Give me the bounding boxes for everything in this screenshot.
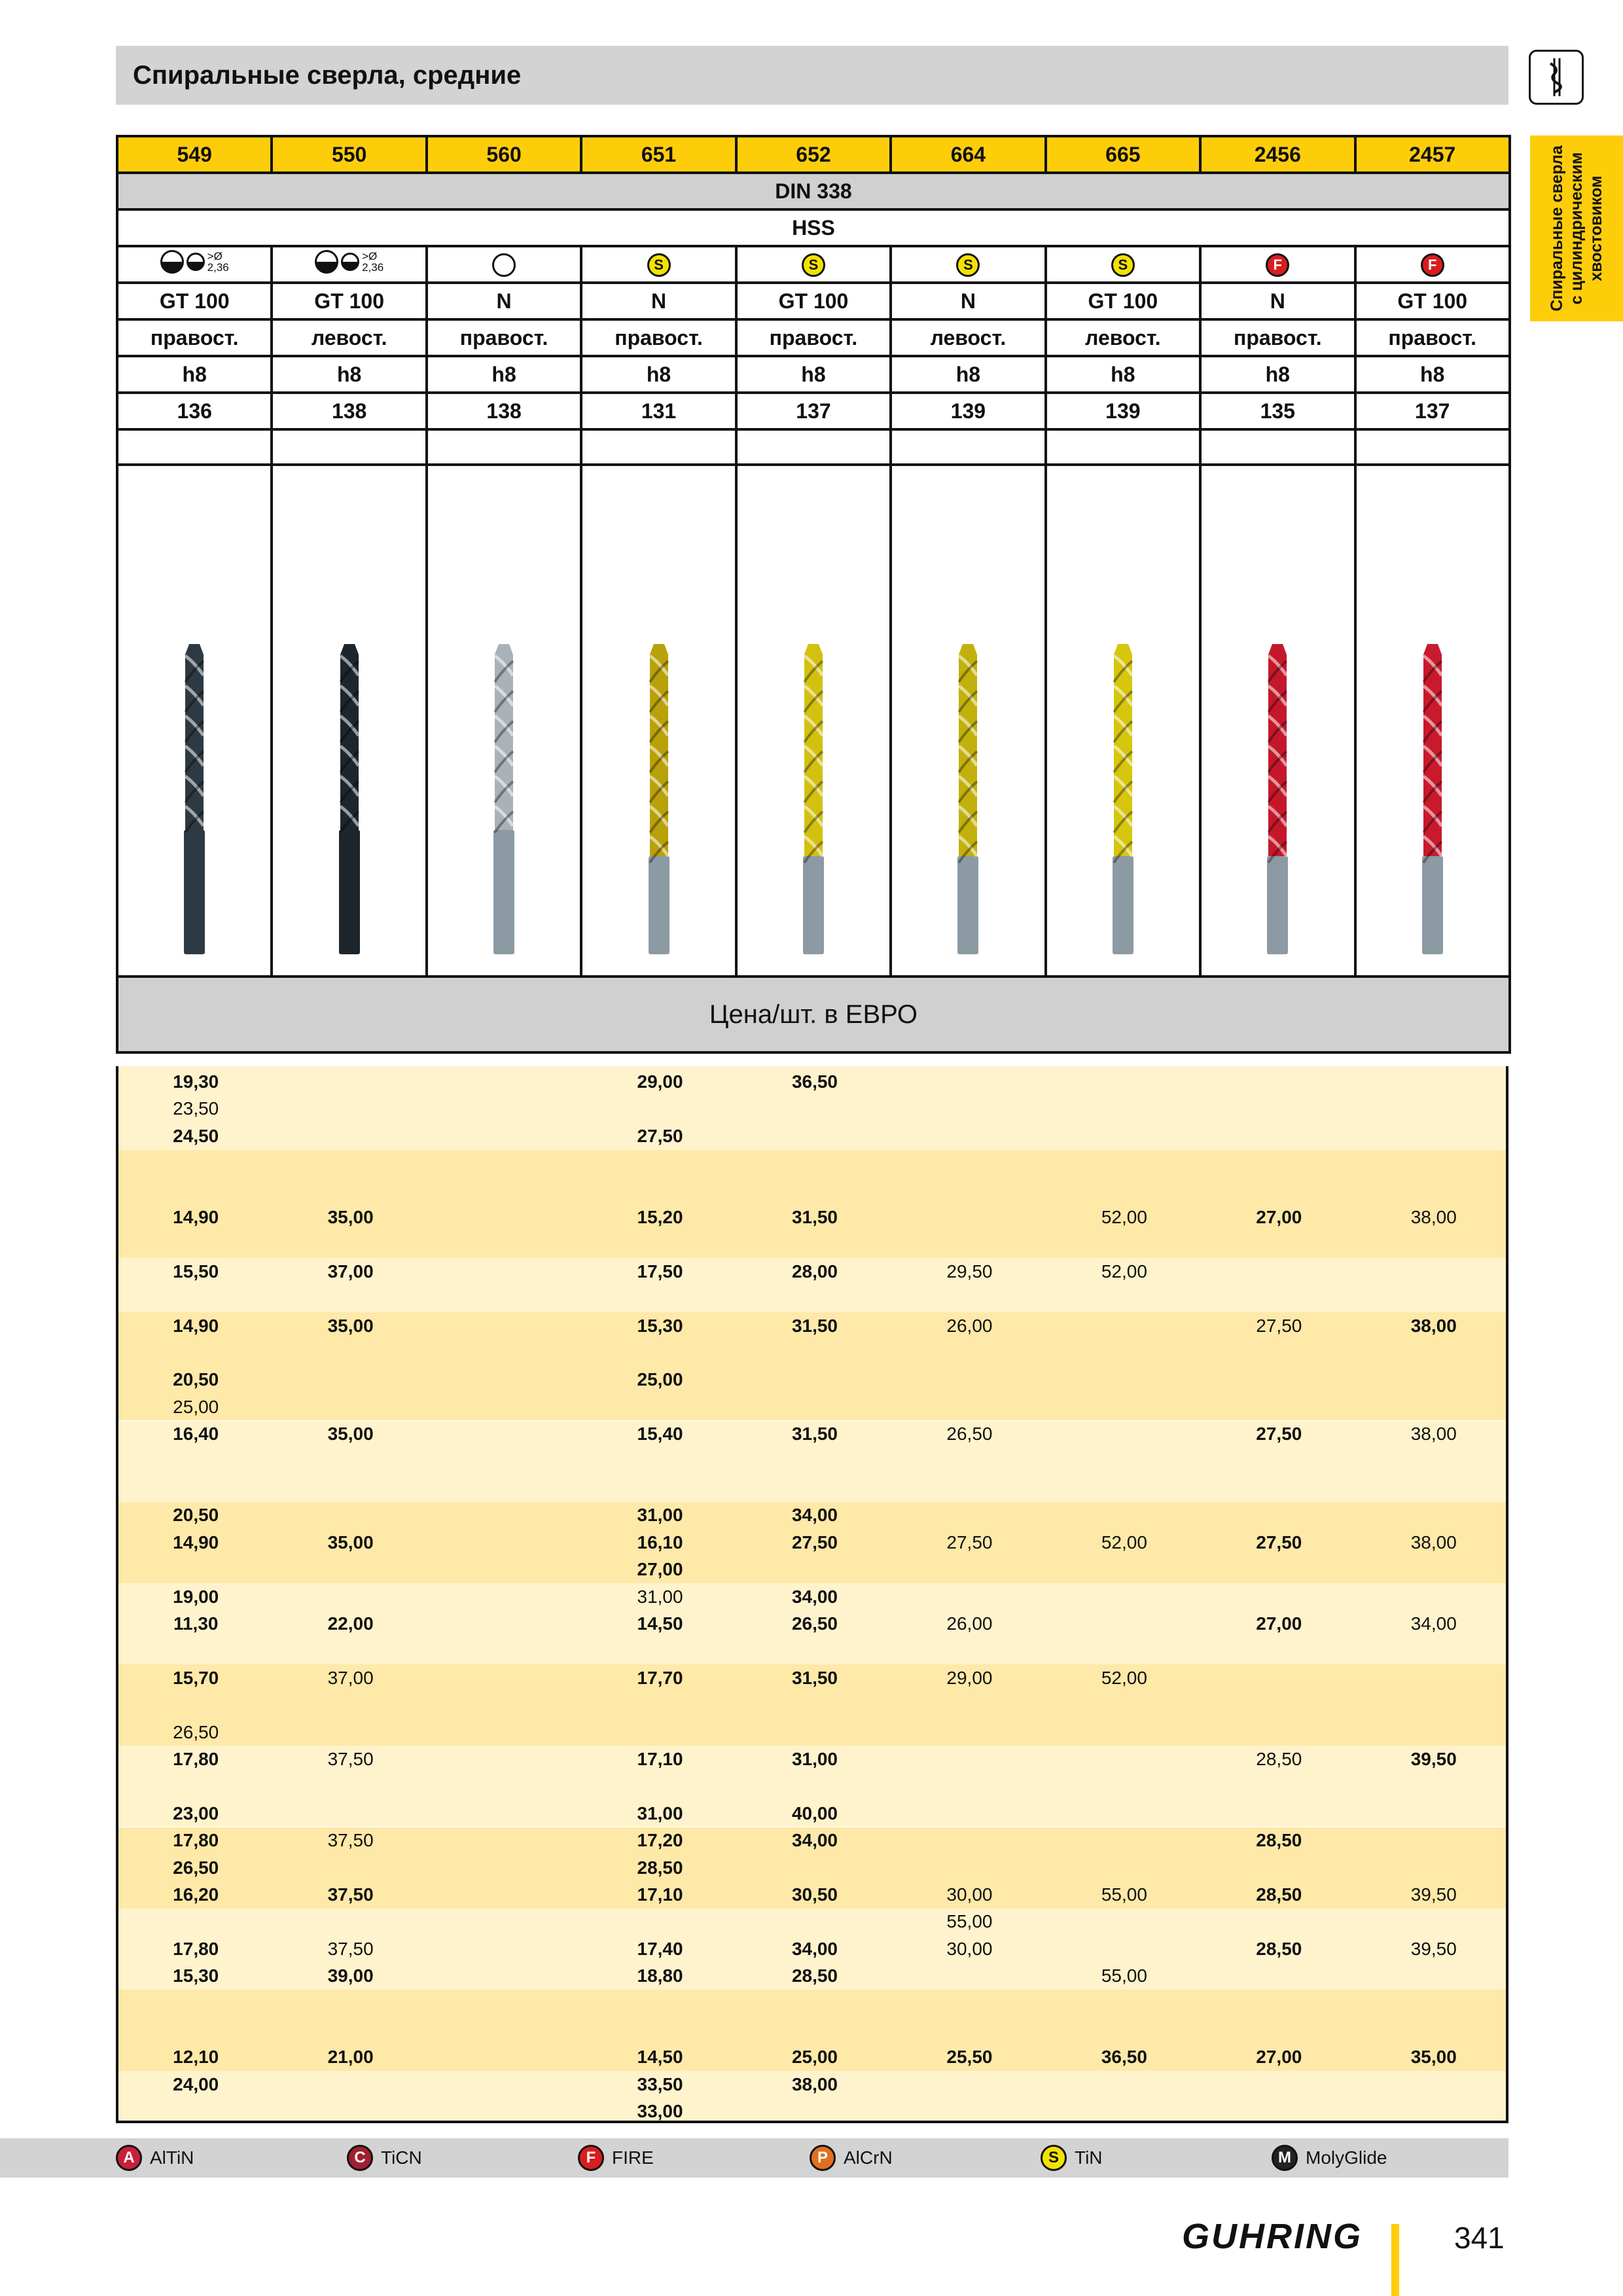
price-value: 14,50 <box>637 1613 683 1634</box>
drill-image-cell <box>427 465 581 977</box>
price-value: 27,50 <box>946 1532 993 1552</box>
drill-image-cell <box>272 465 426 977</box>
price-value: 27,50 <box>1256 1532 1302 1552</box>
price-value: 28,50 <box>1256 1830 1302 1851</box>
article-code: 2457 <box>1355 136 1510 173</box>
coating-symbol-group <box>160 250 229 274</box>
page-number: 341 <box>1454 2221 1505 2255</box>
price-header-row <box>117 977 1510 1052</box>
price-value: 25,00 <box>637 1369 683 1390</box>
direction-cell: правост. <box>1355 319 1510 356</box>
blank-cell <box>272 429 426 465</box>
direction-cell: правост. <box>1200 319 1355 356</box>
price-value: 31,50 <box>791 1667 838 1688</box>
direction-cell: левост. <box>272 319 426 356</box>
price-value: 23,50 <box>173 1098 219 1119</box>
coating-legend <box>0 2138 1508 2178</box>
direction-cell: правост. <box>736 319 891 356</box>
price-value: 17,50 <box>637 1261 683 1282</box>
price-value: 38,00 <box>1410 1315 1457 1336</box>
price-value: 35,00 <box>327 1315 374 1336</box>
price-value: 40,00 <box>791 1803 838 1823</box>
coating-cell <box>1355 246 1510 283</box>
price-value: 34,00 <box>791 1505 838 1526</box>
tolerance-row <box>117 356 1510 393</box>
tolerance-cell: h8 <box>581 356 736 393</box>
drill-image <box>175 640 214 954</box>
price-value: 14,90 <box>173 1207 219 1227</box>
price-value: 30,50 <box>791 1884 838 1905</box>
price-value: 35,00 <box>327 1207 374 1227</box>
material-cell: HSS <box>117 209 1510 246</box>
blank-row <box>117 429 1510 465</box>
price-value: 11,30 <box>173 1613 219 1634</box>
price-value: 35,00 <box>327 1424 374 1444</box>
article-code: 652 <box>736 136 891 173</box>
price-value: 16,10 <box>637 1532 683 1552</box>
tolerance-cell: h8 <box>117 356 272 393</box>
price-value: 34,00 <box>791 1586 838 1607</box>
drill-image <box>1413 640 1452 954</box>
tin-coating-icon: S <box>802 253 825 277</box>
price-value: 26,50 <box>173 1721 219 1742</box>
section-tab-line2: с цилиндрическим <box>1567 152 1586 305</box>
price-value: 27,00 <box>637 1559 683 1580</box>
drill-image <box>794 640 833 954</box>
geometry-cell: GT 100 <box>1355 283 1510 319</box>
price-value: 15,30 <box>637 1315 683 1336</box>
article-code: 651 <box>581 136 736 173</box>
price-value: 37,50 <box>327 1938 374 1959</box>
geometry-row <box>117 283 1510 319</box>
drill-image <box>1258 640 1297 954</box>
price-value: 35,00 <box>327 1532 374 1552</box>
price-value: 29,00 <box>946 1667 993 1688</box>
drill-image-row <box>117 465 1510 977</box>
price-value: 15,20 <box>637 1207 683 1227</box>
price-value: 16,20 <box>173 1884 219 1905</box>
reference-page-cell: 136 <box>117 393 272 429</box>
price-header: Цена/шт. в ЕВРО <box>117 977 1510 1052</box>
price-value: 37,00 <box>327 1667 374 1688</box>
price-value: 52,00 <box>1101 1207 1147 1227</box>
article-code: 550 <box>272 136 426 173</box>
molyglide-coating-icon: M <box>1272 2145 1298 2171</box>
geometry-cell: GT 100 <box>736 283 891 319</box>
price-value: 20,50 <box>173 1505 219 1526</box>
direction-row <box>117 319 1510 356</box>
price-value: 35,00 <box>1410 2047 1457 2068</box>
coating-cell <box>117 246 272 283</box>
legend-item <box>1272 2145 1387 2171</box>
price-value: 28,50 <box>637 1857 683 1878</box>
price-value: 18,80 <box>637 1965 683 1986</box>
drill-image-cell <box>117 465 272 977</box>
tolerance-cell: h8 <box>1046 356 1200 393</box>
reference-page-cell: 137 <box>736 393 891 429</box>
price-value: 19,30 <box>173 1071 219 1092</box>
drill-image-cell <box>581 465 736 977</box>
article-code: 549 <box>117 136 272 173</box>
price-value: 14,50 <box>637 2047 683 2068</box>
tin-coating-icon: S <box>647 253 671 277</box>
price-value: 39,00 <box>327 1965 374 1986</box>
fire-coating-icon: F <box>578 2145 604 2171</box>
drill-symbol-icon <box>1529 50 1584 105</box>
price-value: 34,00 <box>791 1938 838 1959</box>
price-value: 39,50 <box>1410 1749 1457 1769</box>
price-value: 31,00 <box>637 1803 683 1823</box>
drill-image <box>948 640 988 954</box>
drill-image-cell <box>891 465 1045 977</box>
price-value: 24,50 <box>173 1125 219 1146</box>
tin-coating-icon: S <box>956 253 980 277</box>
price-value: 28,50 <box>1256 1884 1302 1905</box>
price-value: 29,50 <box>946 1261 993 1282</box>
diameter-note-symbol: >Ø <box>362 250 378 262</box>
price-value: 26,00 <box>946 1613 993 1634</box>
price-value: 27,50 <box>791 1532 838 1552</box>
drill-image <box>484 640 524 954</box>
price-value: 26,50 <box>173 1857 219 1878</box>
geometry-cell: GT 100 <box>1046 283 1200 319</box>
blank-cell <box>1355 429 1510 465</box>
price-value: 34,00 <box>791 1830 838 1851</box>
drill-image-cell <box>1046 465 1200 977</box>
price-value: 26,50 <box>946 1424 993 1444</box>
drill-image <box>330 640 369 954</box>
price-value: 26,50 <box>791 1613 838 1634</box>
diameter-note-symbol: >Ø <box>207 250 223 262</box>
price-value: 15,50 <box>173 1261 219 1282</box>
price-value: 15,70 <box>173 1667 219 1688</box>
legend-item <box>578 2145 654 2171</box>
geometry-cell: N <box>427 283 581 319</box>
article-code: 560 <box>427 136 581 173</box>
price-value: 55,00 <box>1101 1965 1147 1986</box>
price-value: 52,00 <box>1101 1532 1147 1552</box>
price-value: 14,90 <box>173 1532 219 1552</box>
blank-cell <box>1046 429 1200 465</box>
steam-treated-small-icon <box>341 253 359 271</box>
article-code: 664 <box>891 136 1045 173</box>
coating-row <box>117 246 1510 283</box>
legend-label: FIRE <box>612 2147 654 2168</box>
legend-label: TiCN <box>381 2147 422 2168</box>
diameter-note-value: 2,36 <box>207 261 229 274</box>
price-value: 25,00 <box>173 1396 219 1417</box>
price-value: 25,50 <box>946 2047 993 2068</box>
drill-image <box>1103 640 1143 954</box>
price-value: 31,50 <box>791 1315 838 1336</box>
price-value: 38,00 <box>791 2073 838 2094</box>
section-tab-line1: Спиральные сверла <box>1548 145 1566 312</box>
legend-label: AlCrN <box>844 2147 893 2168</box>
reference-page-cell: 137 <box>1355 393 1510 429</box>
legend-label: TiN <box>1075 2147 1103 2168</box>
article-code: 665 <box>1046 136 1200 173</box>
legend-item <box>1041 2145 1103 2171</box>
coating-cell <box>427 246 581 283</box>
price-value: 27,00 <box>1256 1207 1302 1227</box>
price-value: 31,00 <box>637 1586 683 1607</box>
page-title: Спиральные сверла, средние <box>116 46 1508 105</box>
geometry-cell: N <box>1200 283 1355 319</box>
geometry-cell: GT 100 <box>117 283 272 319</box>
price-value: 15,40 <box>637 1424 683 1444</box>
standard-cell: DIN 338 <box>117 173 1510 209</box>
tin-coating-icon: S <box>1111 253 1135 277</box>
price-value: 38,00 <box>1410 1532 1457 1552</box>
article-code-row <box>117 136 1510 173</box>
price-value: 17,10 <box>637 1884 683 1905</box>
spec-table <box>116 135 1511 1054</box>
price-value: 17,40 <box>637 1938 683 1959</box>
blank-cell <box>1200 429 1355 465</box>
price-value: 27,50 <box>637 1125 683 1146</box>
reference-page-cell: 138 <box>272 393 426 429</box>
blank-cell <box>581 429 736 465</box>
diameter-note <box>362 251 383 273</box>
price-value: 27,00 <box>1256 1613 1302 1634</box>
fire-coating-icon: F <box>1421 253 1444 277</box>
tolerance-cell: h8 <box>891 356 1045 393</box>
price-value: 30,00 <box>946 1938 993 1959</box>
price-value: 55,00 <box>1101 1884 1147 1905</box>
drill-image <box>639 640 679 954</box>
direction-cell: левост. <box>1046 319 1200 356</box>
drill-image-cell <box>1355 465 1510 977</box>
price-value: 33,00 <box>637 2101 683 2122</box>
price-value: 52,00 <box>1101 1667 1147 1688</box>
steam-treated-icon <box>315 250 338 274</box>
price-value: 27,50 <box>1256 1424 1302 1444</box>
blank-cell <box>427 429 581 465</box>
price-value: 27,00 <box>1256 2047 1302 2068</box>
blank-cell <box>891 429 1045 465</box>
section-tab-line3: хвостовиком <box>1587 175 1605 281</box>
geometry-cell: GT 100 <box>272 283 426 319</box>
section-tab <box>1530 135 1623 321</box>
coating-cell <box>1046 246 1200 283</box>
price-value: 28,50 <box>791 1965 838 1986</box>
tolerance-cell: h8 <box>427 356 581 393</box>
price-value: 55,00 <box>946 1911 993 1932</box>
price-value: 17,80 <box>173 1830 219 1851</box>
price-value: 37,50 <box>327 1830 374 1851</box>
price-value: 17,80 <box>173 1938 219 1959</box>
tolerance-cell: h8 <box>272 356 426 393</box>
blank-cell <box>117 429 272 465</box>
price-value: 28,00 <box>791 1261 838 1282</box>
tin-coating-icon: S <box>1041 2145 1067 2171</box>
reference-page-row <box>117 393 1510 429</box>
coating-cell <box>272 246 426 283</box>
price-value: 31,00 <box>637 1505 683 1526</box>
blank-cell <box>736 429 891 465</box>
price-value: 37,50 <box>327 1884 374 1905</box>
price-value: 21,00 <box>327 2047 374 2068</box>
reference-page-cell: 138 <box>427 393 581 429</box>
coating-cell <box>736 246 891 283</box>
brand-logo: GUHRING <box>1182 2217 1363 2256</box>
legend-label: AlTiN <box>150 2147 194 2168</box>
direction-cell: левост. <box>891 319 1045 356</box>
article-code: 2456 <box>1200 136 1355 173</box>
price-value: 38,00 <box>1410 1424 1457 1444</box>
bright-finish-icon <box>492 253 516 277</box>
price-value: 23,00 <box>173 1803 219 1823</box>
price-table <box>116 1066 1508 2123</box>
price-value: 30,00 <box>946 1884 993 1905</box>
price-value: 37,50 <box>327 1749 374 1769</box>
price-value: 27,50 <box>1256 1315 1302 1336</box>
price-value: 17,20 <box>637 1830 683 1851</box>
altin-coating-icon: A <box>116 2145 142 2171</box>
price-value: 17,80 <box>173 1749 219 1769</box>
price-value: 37,00 <box>327 1261 374 1282</box>
reference-page-cell: 131 <box>581 393 736 429</box>
ticn-coating-icon: C <box>347 2145 373 2171</box>
price-value: 28,50 <box>1256 1749 1302 1769</box>
price-value: 17,70 <box>637 1667 683 1688</box>
steam-treated-small-icon <box>187 253 205 271</box>
direction-cell: правост. <box>427 319 581 356</box>
price-value: 19,00 <box>173 1586 219 1607</box>
price-value: 31,50 <box>791 1207 838 1227</box>
tolerance-cell: h8 <box>1355 356 1510 393</box>
diameter-note-value: 2,36 <box>362 261 384 274</box>
legend-item <box>347 2145 422 2171</box>
price-value: 36,50 <box>791 1071 838 1092</box>
fire-coating-icon: F <box>1266 253 1289 277</box>
coating-symbol-group <box>315 250 383 274</box>
price-value: 31,50 <box>791 1424 838 1444</box>
footer-divider <box>1391 2224 1399 2296</box>
price-value: 22,00 <box>327 1613 374 1634</box>
price-value: 31,00 <box>791 1749 838 1769</box>
coating-cell <box>891 246 1045 283</box>
price-value: 12,10 <box>173 2047 219 2068</box>
price-value: 14,90 <box>173 1315 219 1336</box>
legend-item <box>116 2145 194 2171</box>
legend-item <box>810 2145 893 2171</box>
drill-image-cell <box>1200 465 1355 977</box>
reference-page-cell: 139 <box>1046 393 1200 429</box>
drill-image-cell <box>736 465 891 977</box>
reference-page-cell: 135 <box>1200 393 1355 429</box>
price-value: 16,40 <box>173 1424 219 1444</box>
price-value: 39,50 <box>1410 1884 1457 1905</box>
direction-cell: правост. <box>581 319 736 356</box>
material-row <box>117 209 1510 246</box>
price-value: 33,50 <box>637 2073 683 2094</box>
coating-cell <box>581 246 736 283</box>
price-value: 34,00 <box>1410 1613 1457 1634</box>
steam-treated-icon <box>160 250 184 274</box>
price-value: 15,30 <box>173 1965 219 1986</box>
price-value: 20,50 <box>173 1369 219 1390</box>
price-value: 28,50 <box>1256 1938 1302 1959</box>
direction-cell: правост. <box>117 319 272 356</box>
alcrn-coating-icon: P <box>810 2145 836 2171</box>
price-value: 25,00 <box>791 2047 838 2068</box>
price-value: 17,10 <box>637 1749 683 1769</box>
tolerance-cell: h8 <box>1200 356 1355 393</box>
legend-label: MolyGlide <box>1306 2147 1387 2168</box>
price-value: 29,00 <box>637 1071 683 1092</box>
price-value: 52,00 <box>1101 1261 1147 1282</box>
coating-cell <box>1200 246 1355 283</box>
price-value: 24,00 <box>173 2073 219 2094</box>
geometry-cell: N <box>891 283 1045 319</box>
price-value: 36,50 <box>1101 2047 1147 2068</box>
diameter-note <box>207 251 229 273</box>
price-value: 39,50 <box>1410 1938 1457 1959</box>
price-value: 26,00 <box>946 1315 993 1336</box>
reference-page-cell: 139 <box>891 393 1045 429</box>
tolerance-cell: h8 <box>736 356 891 393</box>
price-value: 38,00 <box>1410 1207 1457 1227</box>
standard-row <box>117 173 1510 209</box>
geometry-cell: N <box>581 283 736 319</box>
